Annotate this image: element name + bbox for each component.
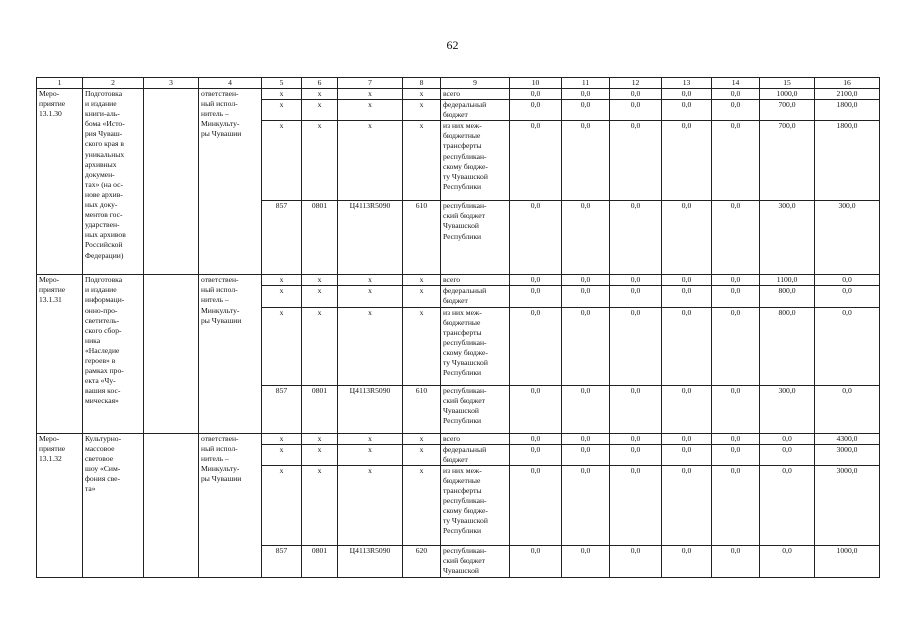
- year-value: 0,0: [610, 385, 662, 433]
- code-grbs: x: [262, 286, 302, 307]
- code-grbs: x: [262, 275, 302, 286]
- year-value: 0,0: [562, 385, 610, 433]
- code-grbs: x: [262, 444, 302, 465]
- code-vr: x: [403, 433, 441, 444]
- code-rz: x: [302, 275, 338, 286]
- responsible-executor: ответствен- ный испол- нитель – Минкульту- ры Чувашии: [199, 275, 262, 433]
- year-value: 0,0: [815, 275, 880, 286]
- year-value: 0,0: [662, 385, 712, 433]
- year-value: 0,0: [760, 465, 815, 545]
- code-csr: Ц4113R5090: [338, 201, 403, 275]
- year-value: 0,0: [712, 89, 760, 100]
- funding-source: из них меж- бюджетные трансферты республикан- скому бюдже- ту Чувашской Республики: [441, 121, 510, 201]
- header-cell: 12: [610, 78, 662, 89]
- code-csr: x: [338, 433, 403, 444]
- year-value: 0,0: [662, 545, 712, 577]
- header-cell: 3: [144, 78, 199, 89]
- year-value: 700,0: [760, 100, 815, 121]
- code-rz: x: [302, 286, 338, 307]
- code-grbs: x: [262, 433, 302, 444]
- year-value: 1100,0: [760, 275, 815, 286]
- code-grbs: x: [262, 89, 302, 100]
- year-value: 0,0: [712, 275, 760, 286]
- year-value: 0,0: [562, 100, 610, 121]
- year-value: 2100,0: [815, 89, 880, 100]
- year-value: 1000,0: [760, 89, 815, 100]
- code-rz: 0801: [302, 545, 338, 577]
- year-value: 0,0: [712, 286, 760, 307]
- code-rz: 0801: [302, 201, 338, 275]
- code-grbs: x: [262, 465, 302, 545]
- code-grbs: x: [262, 100, 302, 121]
- year-value: 0,0: [510, 545, 562, 577]
- code-rz: x: [302, 444, 338, 465]
- year-value: 1000,0: [815, 545, 880, 577]
- year-value: 0,0: [712, 444, 760, 465]
- code-rz: x: [302, 307, 338, 385]
- year-value: 0,0: [712, 307, 760, 385]
- year-value: 0,0: [562, 433, 610, 444]
- funding-source: федеральный бюджет: [441, 100, 510, 121]
- year-value: 0,0: [610, 100, 662, 121]
- code-vr: x: [403, 100, 441, 121]
- year-value: 0,0: [510, 444, 562, 465]
- code-rz: x: [302, 89, 338, 100]
- empty-cell: [144, 433, 199, 577]
- code-csr: x: [338, 89, 403, 100]
- code-csr: x: [338, 286, 403, 307]
- year-value: 0,0: [662, 100, 712, 121]
- funding-source: республикан- ский бюджет Чувашской Республики: [441, 385, 510, 433]
- year-value: 4300,0: [815, 433, 880, 444]
- code-rz: x: [302, 433, 338, 444]
- year-value: 0,0: [662, 121, 712, 201]
- event-number: Меро- приятие 13.1.32: [37, 433, 83, 577]
- header-cell: 2: [83, 78, 144, 89]
- event-name: Подготовка и издание книги-аль- бома «Исто- рия Чуваш- ского края в уникальных архивных докумен- тах» (на ос- нове архив- ных доку- ментов гос- ударствен- ных архивов Российской Федерации): [83, 89, 144, 275]
- year-value: 0,0: [562, 275, 610, 286]
- year-value: 0,0: [760, 433, 815, 444]
- code-vr: x: [403, 444, 441, 465]
- year-value: 0,0: [610, 201, 662, 275]
- year-value: 0,0: [712, 545, 760, 577]
- year-value: 0,0: [610, 444, 662, 465]
- year-value: 0,0: [712, 100, 760, 121]
- event-number: Меро- приятие 13.1.30: [37, 89, 83, 275]
- year-value: 0,0: [662, 433, 712, 444]
- year-value: 0,0: [510, 433, 562, 444]
- year-value: 0,0: [662, 465, 712, 545]
- year-value: 1800,0: [815, 121, 880, 201]
- header-cell: 8: [403, 78, 441, 89]
- year-value: 300,0: [815, 201, 880, 275]
- funding-source: из них меж- бюджетные трансферты республикан- скому бюдже- ту Чувашской Республики: [441, 465, 510, 545]
- year-value: 1800,0: [815, 100, 880, 121]
- header-cell: 16: [815, 78, 880, 89]
- page-number: 62: [446, 38, 459, 52]
- code-csr: x: [338, 307, 403, 385]
- header-cell: 9: [441, 78, 510, 89]
- year-value: 0,0: [562, 465, 610, 545]
- empty-cell: [144, 89, 199, 275]
- code-grbs: 857: [262, 545, 302, 577]
- budget-table: [36, 77, 880, 578]
- header-cell: 7: [338, 78, 403, 89]
- event-number: Меро- приятие 13.1.31: [37, 275, 83, 433]
- funding-source: всего: [441, 433, 510, 444]
- year-value: 3000,0: [815, 444, 880, 465]
- year-value: 0,0: [510, 89, 562, 100]
- code-csr: Ц4113R5090: [338, 385, 403, 433]
- year-value: 0,0: [610, 286, 662, 307]
- year-value: 0,0: [562, 307, 610, 385]
- year-value: 0,0: [610, 275, 662, 286]
- year-value: 0,0: [662, 89, 712, 100]
- year-value: 0,0: [662, 444, 712, 465]
- year-value: 0,0: [662, 275, 712, 286]
- year-value: 0,0: [712, 201, 760, 275]
- year-value: 300,0: [760, 201, 815, 275]
- year-value: 0,0: [760, 444, 815, 465]
- funding-source: федеральный бюджет: [441, 444, 510, 465]
- code-vr: x: [403, 286, 441, 307]
- year-value: 0,0: [712, 385, 760, 433]
- table-row: [37, 275, 880, 286]
- code-grbs: 857: [262, 201, 302, 275]
- funding-source: республикан- ский бюджет Чувашской: [441, 545, 510, 577]
- empty-cell: [144, 275, 199, 433]
- year-value: 3000,0: [815, 465, 880, 545]
- code-vr: x: [403, 89, 441, 100]
- year-value: 0,0: [510, 201, 562, 275]
- year-value: 0,0: [610, 465, 662, 545]
- code-rz: x: [302, 121, 338, 201]
- event-name: Подготовка и издание информаци- онно-про- светитель- ского сбор- ника «Наследие героев» в рамках про- екта «Чу- вашия кос- мическая»: [83, 275, 144, 433]
- year-value: 0,0: [662, 201, 712, 275]
- year-value: 0,0: [662, 307, 712, 385]
- year-value: 0,0: [562, 545, 610, 577]
- year-value: 0,0: [815, 307, 880, 385]
- year-value: 0,0: [815, 385, 880, 433]
- year-value: 0,0: [610, 89, 662, 100]
- funding-source: республикан- ский бюджет Чувашской Республики: [441, 201, 510, 275]
- code-vr: x: [403, 465, 441, 545]
- year-value: 0,0: [510, 275, 562, 286]
- code-vr: 610: [403, 385, 441, 433]
- table-row: [37, 89, 880, 100]
- year-value: 0,0: [510, 100, 562, 121]
- header-cell: 10: [510, 78, 562, 89]
- funding-source: всего: [441, 275, 510, 286]
- year-value: 0,0: [712, 465, 760, 545]
- code-csr: x: [338, 121, 403, 201]
- year-value: 0,0: [510, 286, 562, 307]
- code-vr: 620: [403, 545, 441, 577]
- code-vr: x: [403, 307, 441, 385]
- year-value: 0,0: [815, 286, 880, 307]
- code-grbs: x: [262, 307, 302, 385]
- year-value: 800,0: [760, 286, 815, 307]
- code-vr: 610: [403, 201, 441, 275]
- year-value: 0,0: [562, 89, 610, 100]
- responsible-executor: ответствен- ный испол- нитель – Минкульту- ры Чувашии: [199, 89, 262, 275]
- header-cell: 6: [302, 78, 338, 89]
- year-value: 700,0: [760, 121, 815, 201]
- year-value: 0,0: [510, 121, 562, 201]
- funding-source: всего: [441, 89, 510, 100]
- year-value: 0,0: [562, 201, 610, 275]
- event-name: Культурно- массовое световое шоу «Сим- фония све- та»: [83, 433, 144, 577]
- year-value: 0,0: [662, 286, 712, 307]
- year-value: 800,0: [760, 307, 815, 385]
- funding-source: федеральный бюджет: [441, 286, 510, 307]
- year-value: 0,0: [510, 385, 562, 433]
- funding-source: из них меж- бюджетные трансферты республикан- скому бюдже- ту Чувашской Республики: [441, 307, 510, 385]
- responsible-executor: ответствен- ный испол- нитель – Минкульту- ры Чувашии: [199, 433, 262, 577]
- code-vr: x: [403, 275, 441, 286]
- header-row: [37, 78, 880, 89]
- code-vr: x: [403, 121, 441, 201]
- year-value: 0,0: [760, 545, 815, 577]
- year-value: 0,0: [510, 307, 562, 385]
- header-cell: 1: [37, 78, 83, 89]
- header-cell: 4: [199, 78, 262, 89]
- code-rz: x: [302, 465, 338, 545]
- code-csr: x: [338, 465, 403, 545]
- code-grbs: x: [262, 121, 302, 201]
- year-value: 0,0: [610, 307, 662, 385]
- code-csr: Ц4113R5090: [338, 545, 403, 577]
- code-grbs: 857: [262, 385, 302, 433]
- header-cell: 11: [562, 78, 610, 89]
- year-value: 0,0: [712, 433, 760, 444]
- code-csr: x: [338, 275, 403, 286]
- header-cell: 13: [662, 78, 712, 89]
- year-value: 0,0: [562, 121, 610, 201]
- header-cell: 5: [262, 78, 302, 89]
- year-value: 0,0: [562, 444, 610, 465]
- year-value: 0,0: [510, 465, 562, 545]
- year-value: 0,0: [610, 433, 662, 444]
- header-cell: 15: [760, 78, 815, 89]
- code-rz: 0801: [302, 385, 338, 433]
- code-rz: x: [302, 100, 338, 121]
- year-value: 0,0: [610, 121, 662, 201]
- year-value: 0,0: [562, 286, 610, 307]
- year-value: 0,0: [712, 121, 760, 201]
- year-value: 300,0: [760, 385, 815, 433]
- table-row: [37, 433, 880, 444]
- code-csr: x: [338, 100, 403, 121]
- year-value: 0,0: [610, 545, 662, 577]
- code-csr: x: [338, 444, 403, 465]
- header-cell: 14: [712, 78, 760, 89]
